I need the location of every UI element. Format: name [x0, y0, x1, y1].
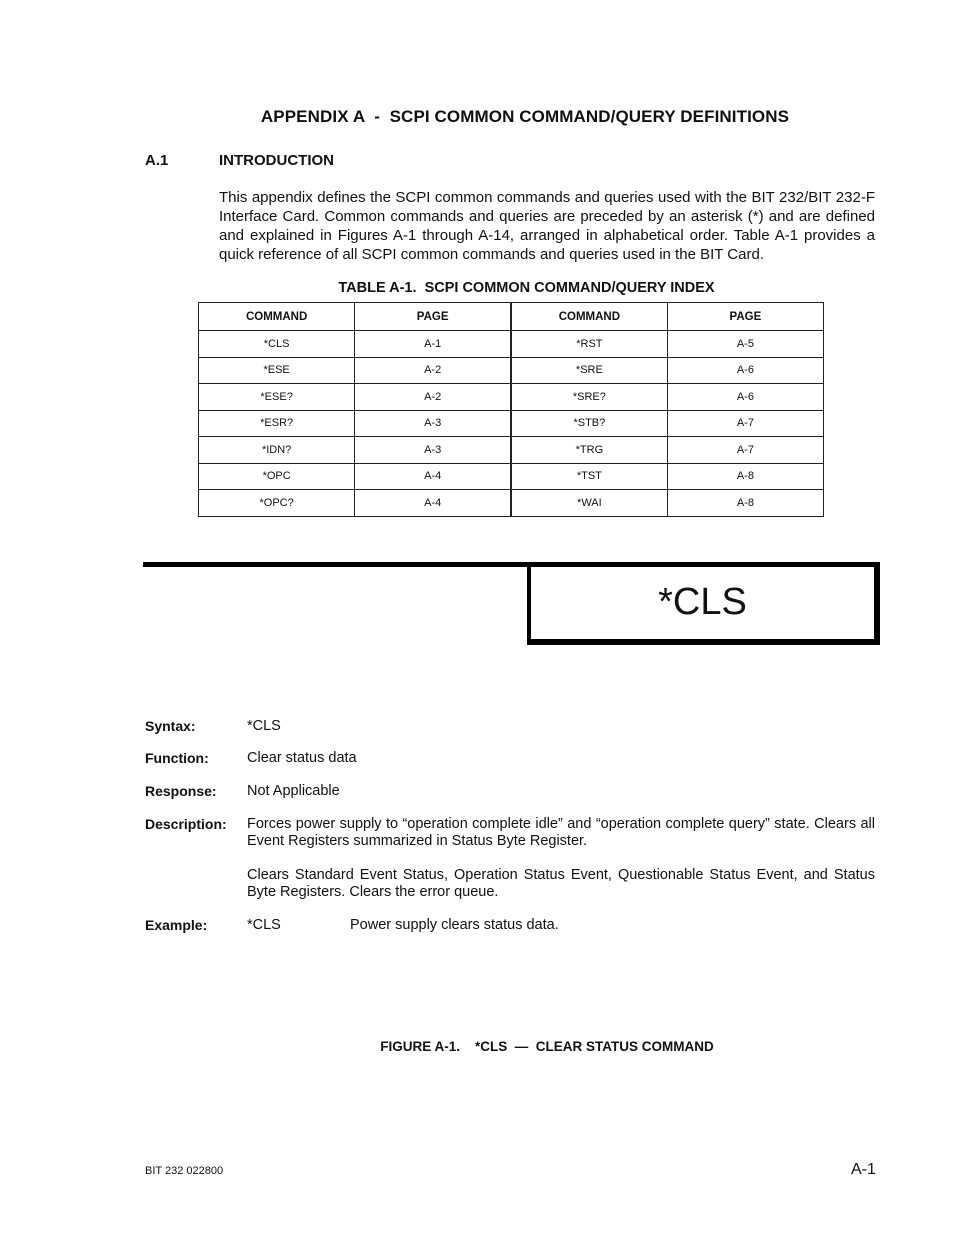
description-label: Description: — [145, 816, 227, 832]
table-cell: *TST — [511, 463, 667, 490]
table-cell: A-3 — [355, 437, 511, 464]
syntax-value: *CLS — [247, 718, 281, 734]
command-index-table — [198, 302, 824, 517]
footer-doc-id: BIT 232 022800 — [145, 1165, 224, 1177]
table-cell: A-5 — [667, 331, 823, 358]
intro-paragraph: This appendix defines the SCPI common commands and queries used with the BIT 232/BIT 232-F Interface Card. Common commands and queries are preceded by an asterisk (*) and are defined and explained in Figures A-1 through A-14, arranged in alphabetical order. Table A-1 provides a quick reference of all SCPI common commands and queries used in the BIT Card. — [219, 189, 875, 263]
table-cell: A-6 — [667, 357, 823, 384]
example-label: Example: — [145, 917, 208, 933]
table-cell: *ESE? — [199, 384, 355, 411]
table-cell: *ESR? — [199, 410, 355, 437]
syntax-label: Syntax: — [145, 718, 196, 734]
table-cell: A-8 — [667, 463, 823, 490]
table-cell: A-7 — [667, 437, 823, 464]
table-cell: *IDN? — [199, 437, 355, 464]
response-value: Not Applicable — [247, 783, 340, 799]
response-label: Response: — [145, 783, 217, 799]
table-cell: A-7 — [667, 410, 823, 437]
table-cell: A-8 — [667, 490, 823, 517]
example-text: Power supply clears status data. — [350, 917, 559, 933]
table-row — [199, 490, 824, 517]
table-cell: A-1 — [355, 331, 511, 358]
description-paragraph-2: Clears Standard Event Status, Operation Status Event, Questionable Status Event, and Status Byte Registers. Clears the error queue. — [247, 867, 875, 900]
table-cell: A-4 — [355, 490, 511, 517]
table-cell: *OPC — [199, 463, 355, 490]
table-cell: *ESE — [199, 357, 355, 384]
column-header-command: COMMAND — [511, 303, 667, 331]
table-row — [199, 410, 824, 437]
table-cell: *RST — [511, 331, 667, 358]
table-cell: A-3 — [355, 410, 511, 437]
section-number: A.1 — [145, 152, 169, 169]
table-row — [199, 463, 824, 490]
figure-caption: FIGURE A-1. *CLS — CLEAR STATUS COMMAND — [380, 1039, 714, 1054]
table-row — [199, 331, 824, 358]
column-header-page: PAGE — [355, 303, 511, 331]
table-cell: *STB? — [511, 410, 667, 437]
footer-page-number: A-1 — [851, 1161, 876, 1178]
table-row — [199, 357, 824, 384]
table-cell: *WAI — [511, 490, 667, 517]
column-header-command: COMMAND — [199, 303, 355, 331]
function-label: Function: — [145, 750, 209, 766]
column-header-page: PAGE — [667, 303, 823, 331]
table-cell: *TRG — [511, 437, 667, 464]
function-value: Clear status data — [247, 750, 357, 766]
table-cell: A-4 — [355, 463, 511, 490]
table-title: TABLE A-1. SCPI COMMON COMMAND/QUERY INDEX — [338, 280, 715, 296]
table-cell: *SRE? — [511, 384, 667, 411]
command-title-box: *CLS — [527, 562, 880, 645]
table-row — [199, 437, 824, 464]
table-cell: *CLS — [199, 331, 355, 358]
table-cell: A-2 — [355, 384, 511, 411]
appendix-title: APPENDIX A - SCPI COMMON COMMAND/QUERY DEFINITIONS — [260, 107, 790, 126]
table-cell: A-6 — [667, 384, 823, 411]
table-header-row — [199, 303, 824, 331]
table-row — [199, 384, 824, 411]
section-title: INTRODUCTION — [219, 152, 334, 169]
example-command: *CLS — [247, 917, 281, 933]
table-cell: A-2 — [355, 357, 511, 384]
table-cell: *OPC? — [199, 490, 355, 517]
table-cell: *SRE — [511, 357, 667, 384]
description-paragraph-1: Forces power supply to “operation complete idle” and “operation complete query” state. Clears all Event Registers summarized in Status Byte Register. — [247, 816, 875, 849]
